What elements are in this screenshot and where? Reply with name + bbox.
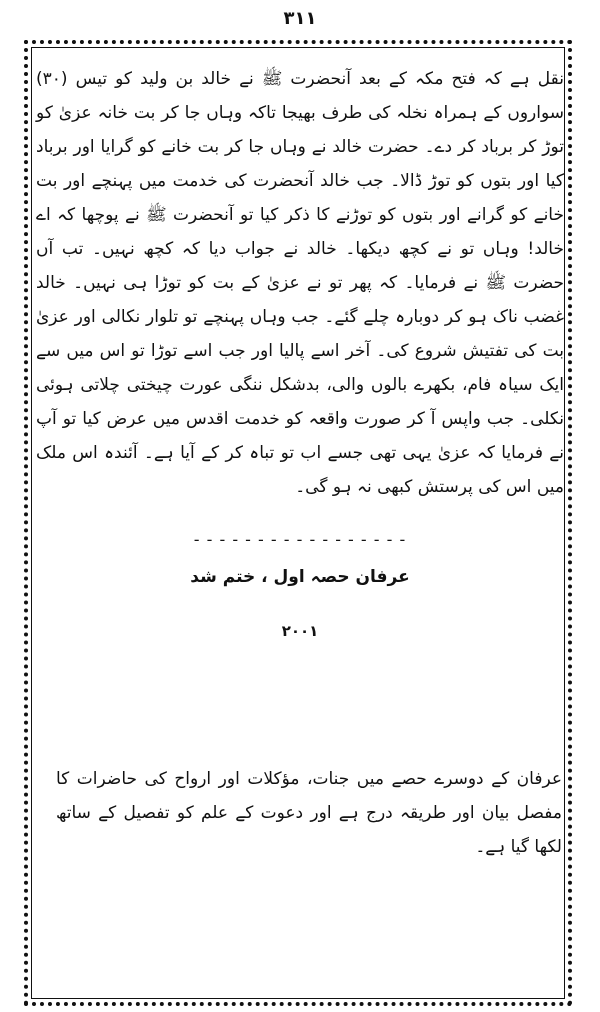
body-paragraph: نقل ہے کہ فتح مکہ کے بعد آنحضرت ﷺ نے خالد بن ولید کو تیس (۳۰) سواروں کے ہمراہ نخلہ کی طرف بھیجا تاکہ وہاں جا کر بت خانہ عزیٰ کو توڑ کر برباد کر دے۔ حضرت خالد نے وہاں جا کر بت خانے کو گرایا اور برباد کیا اور بتوں کو توڑ ڈالا۔ جب خالد آنحضرت کی خدمت میں پہنچے اور بت خانے کو گرانے اور بتوں کو توڑنے کا ذکر کیا تو آنحضرت ﷺ نے پوچھا کہ اے خالد! وہاں تو نے کچھ دیکھا۔ خالد نے جواب دیا کہ کچھ نہیں۔ تب آں حضرت ﷺ نے فرمایا۔ کہ پھر تو نے عزیٰ کے بت کو توڑا ہی نہیں۔ خالد غضب ناک ہو کر دوبارہ چلے گئے۔ جب وہاں پہنچے تو تلوار نکالی اور عزیٰ بت کی تفتیش شروع کی۔ آخر اسے پالیا اور جب اسے توڑا تو اس میں سے ایک سیاہ فام، بکھرے بالوں والی، بدشکل ننگی عورت چیختی چلاتی ہوئی نکلی۔ جب واپس آ کر صورت واقعہ کو خدمت اقدس میں عرض کیا تو آپ نے فرمایا کہ عزیٰ یہی تھی جسے اب تو تباہ کر کے آیا ہے۔ آئندہ اس ملک میں اس کی پرستش کبھی نہ ہو گی۔ [36,69,564,497]
separator-line: - - - - - - - - - - - - - - - - - [193,530,407,549]
closing-title: عرفان حصہ اول ، ختم شد [190,567,410,587]
year-label: ۲۰۰۱ [281,622,319,640]
page-number: ۳۱۱ [283,8,317,29]
note-paragraph: عرفان کے دوسرے حصے میں جنات، مؤکلات اور ارواح کی حاضرات کا مفصل بیان اور طریقہ درج ہے اور دعوت کے علم کو تفصیل کے ساتھ لکھا گیا ہے۔ [56,769,562,857]
